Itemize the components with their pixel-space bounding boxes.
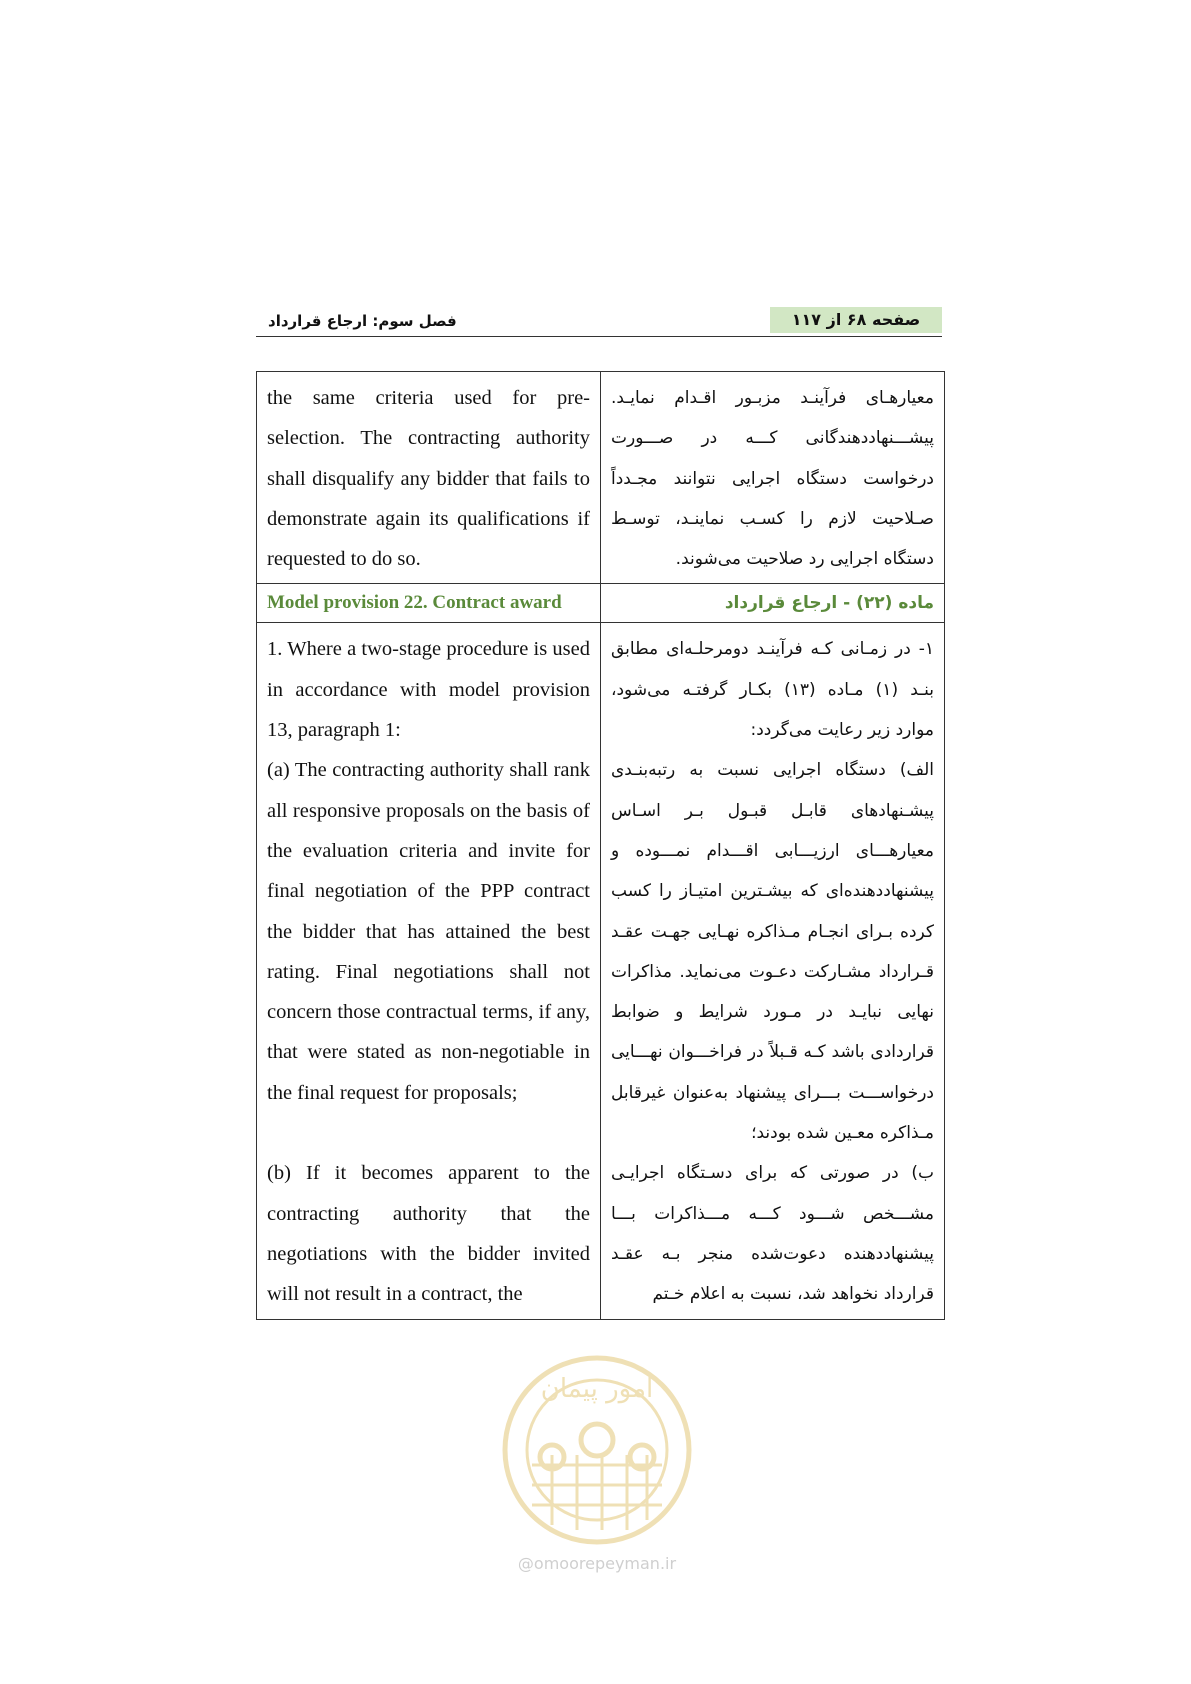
persian-paragraph: الف) دستگاه اجرایی نسبت به رتبه‌بنـدی پیشـنهادهای قابـل قبـول بـر اسـاس معیارهـــای ارزیـــابی اقـــدام نمـــوده و پیشنهاددهنده‌ای که بیشـترین امتیـاز را کسب کرده بـرای انجـام مـذاکره نهـایی جهـت عقـد قـرارداد مشـارکت دعـوت می‌نماید. مذاکرات نهایی نبایـد در مـورد شرایط و ضوابط قراردادی باشد کـه قـبلاً در فراخـــوان نهـــایی درخواســـت بـــرای پیشنهاد به‌عنوان غیرقابل مـذاکره معـین شده بودند؛ <box>611 760 934 1144</box>
english-paragraph: (a) The contracting authority shall rank all responsive proposals on the basis of the evaluation criteria and invite for final negotiation of the PPP contract the bidder that has attained the best rating. Final negotiations shall not concern those contractual terms, if any, that were stated as non-negotiable in the final request for proposals; <box>267 759 590 1104</box>
english-paragraph: 1. Where a two-stage procedure is used in accordance with model provision 13, paragraph 1: <box>267 638 590 742</box>
english-cell <box>257 372 601 584</box>
persian-paragraph: معیارهـای فرآینـد مزبـور اقـدام نمایـد. پیشـــنهاددهندگانی کـــه در صـــورت درخواست دستگاه اجرایی نتوانند مجـدداً صـلاحیت لازم را کسـب نماینـد، توسـط دستگاه اجرایی رد صلاحیت می‌شوند. <box>611 388 934 570</box>
watermark-logo-text: امور پیمان <box>540 1374 654 1404</box>
watermark-logo-icon <box>492 1345 702 1555</box>
bilingual-table <box>256 371 945 1320</box>
chapter-title: فصل سوم: ارجاع قرارداد <box>268 312 457 330</box>
english-cell <box>257 623 601 1319</box>
table-row-heading <box>257 584 945 623</box>
english-paragraph: (b) If it becomes apparent to the contracting authority that the negotiations with the bidder invited will not result in a contract, the <box>267 1162 590 1306</box>
english-heading: Model provision 22. Contract award <box>257 584 601 623</box>
english-paragraph: the same criteria used for pre-selection. The contracting authority shall disqualify any bidder that fails to demonstrate again its qualifications if requested to do so. <box>267 387 590 571</box>
table-row <box>257 372 945 584</box>
page-header <box>256 306 942 337</box>
persian-heading: ماده (۲۲) - ارجاع قرارداد <box>601 584 945 623</box>
table-row <box>257 623 945 1319</box>
watermark-site: @omoorepeyman.ir <box>517 1554 677 1573</box>
page-number-badge: صفحه ۶۸ از ۱۱۷ <box>770 307 942 333</box>
persian-cell <box>601 623 945 1319</box>
persian-cell <box>601 372 945 584</box>
persian-paragraph: ۱- در زمـانی کـه فرآینـد دومرحلـه‌ای مطابق بنـد (۱) مـاده (۱۳) بکـار گرفتـه می‌شود، موارد زیر رعایت می‌گردد: <box>611 639 934 741</box>
paragraph-spacer <box>267 1113 590 1153</box>
persian-paragraph: ب) در صورتی که برای دسـتگاه اجرایـی مشـــخص شـــود کـــه مـــذاکرات بـــا پیشنهاددهنده دعوت‌شده منجر بـه عقـد قرارداد نخواهد شد، نسبت به اعلام خـتم <box>611 1163 934 1305</box>
